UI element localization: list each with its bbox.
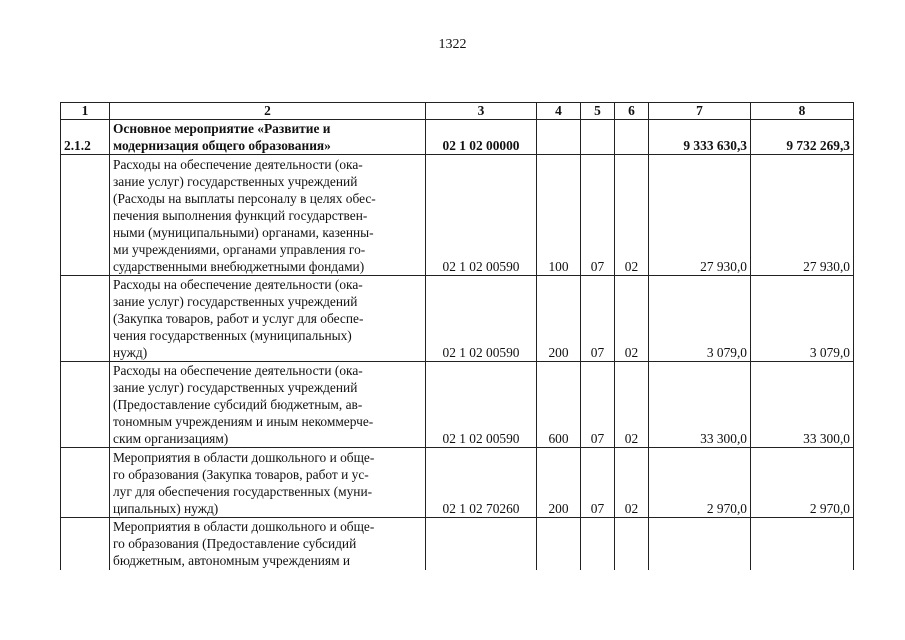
row-description-cell: Мероприятия в области дошкольного и обще- го образования (Предоставление субсидий бюджетным, автономным учреждениям и — [110, 518, 426, 570]
row-col5-cell: 07 — [581, 155, 615, 276]
row-col5-cell: 07 — [581, 276, 615, 362]
row-col6-cell: 02 — [615, 448, 649, 518]
row-code-cell: 02 1 02 00590 — [426, 276, 537, 362]
row-col4-cell: 200 — [537, 448, 581, 518]
table-row — [61, 518, 854, 570]
header-cell-2: 2 — [110, 103, 426, 120]
page-number: 1322 — [438, 37, 467, 52]
row-amount-7-cell — [649, 518, 751, 570]
row-col6-cell: 02 — [615, 155, 649, 276]
table-row — [61, 276, 854, 362]
row-amount-8-cell: 3 079,0 — [751, 276, 854, 362]
row-amount-8-cell: 33 300,0 — [751, 362, 854, 448]
table-row — [61, 448, 854, 518]
row-id-cell: 2.1.2 — [61, 120, 110, 155]
row-col5-cell — [581, 120, 615, 155]
row-id-cell — [61, 362, 110, 448]
row-amount-8-cell — [751, 518, 854, 570]
row-amount-8-cell: 9 732 269,3 — [751, 120, 854, 155]
row-amount-8-cell: 2 970,0 — [751, 448, 854, 518]
row-amount-8-cell: 27 930,0 — [751, 155, 854, 276]
row-col4-cell — [537, 518, 581, 570]
row-code-cell: 02 1 02 00590 — [426, 362, 537, 448]
header-cell-3: 3 — [426, 103, 537, 120]
row-col5-cell — [581, 518, 615, 570]
row-amount-7-cell: 9 333 630,3 — [649, 120, 751, 155]
row-col6-cell: 02 — [615, 362, 649, 448]
row-col4-cell: 100 — [537, 155, 581, 276]
row-col5-cell: 07 — [581, 448, 615, 518]
row-amount-7-cell: 2 970,0 — [649, 448, 751, 518]
row-amount-7-cell: 27 930,0 — [649, 155, 751, 276]
header-cell-4: 4 — [537, 103, 581, 120]
header-cell-8: 8 — [751, 103, 854, 120]
row-col4-cell: 600 — [537, 362, 581, 448]
row-description-cell: Расходы на обеспечение деятельности (ока- зание услуг) государственных учреждений (Предоставление субсидий бюджетным, ав- тономным учреждениям и иным некоммерче- ским организациям) — [110, 362, 426, 448]
row-col6-cell — [615, 518, 649, 570]
row-description-cell: Расходы на обеспечение деятельности (ока- зание услуг) государственных учреждений (Расходы на выплаты персоналу в целях обес- печения выполнения функций государствен- ными (муниципальными) органами, казенны- ми учреждениями, органами управления го- сударственными внебюджетными фондами) — [110, 155, 426, 276]
row-amount-7-cell: 33 300,0 — [649, 362, 751, 448]
row-code-cell: 02 1 02 70260 — [426, 448, 537, 518]
header-cell-6: 6 — [615, 103, 649, 120]
table-row — [61, 155, 854, 276]
row-col5-cell: 07 — [581, 362, 615, 448]
row-code-cell — [426, 518, 537, 570]
table-row — [61, 362, 854, 448]
row-col6-cell: 02 — [615, 276, 649, 362]
row-id-cell — [61, 518, 110, 570]
row-code-cell: 02 1 02 00590 — [426, 155, 537, 276]
row-col4-cell: 200 — [537, 276, 581, 362]
header-cell-7: 7 — [649, 103, 751, 120]
row-description-cell: Расходы на обеспечение деятельности (ока- зание услуг) государственных учреждений (Закупка товаров, работ и услуг для обеспе- чения государственных (муниципальных) нужд) — [110, 276, 426, 362]
row-description-cell: Мероприятия в области дошкольного и обще- го образования (Закупка товаров, работ и ус- луг для обеспечения государственных (муни- ципальных) нужд) — [110, 448, 426, 518]
row-code-cell: 02 1 02 00000 — [426, 120, 537, 155]
budget-table — [60, 102, 854, 570]
table-header-row — [61, 103, 854, 120]
row-col6-cell — [615, 120, 649, 155]
table-row — [61, 120, 854, 155]
header-cell-1: 1 — [61, 103, 110, 120]
row-col4-cell — [537, 120, 581, 155]
row-amount-7-cell: 3 079,0 — [649, 276, 751, 362]
row-id-cell — [61, 276, 110, 362]
header-cell-5: 5 — [581, 103, 615, 120]
row-id-cell — [61, 155, 110, 276]
row-description-cell: Основное мероприятие «Развитие и модернизация общего образования» — [110, 120, 426, 155]
row-id-cell — [61, 448, 110, 518]
